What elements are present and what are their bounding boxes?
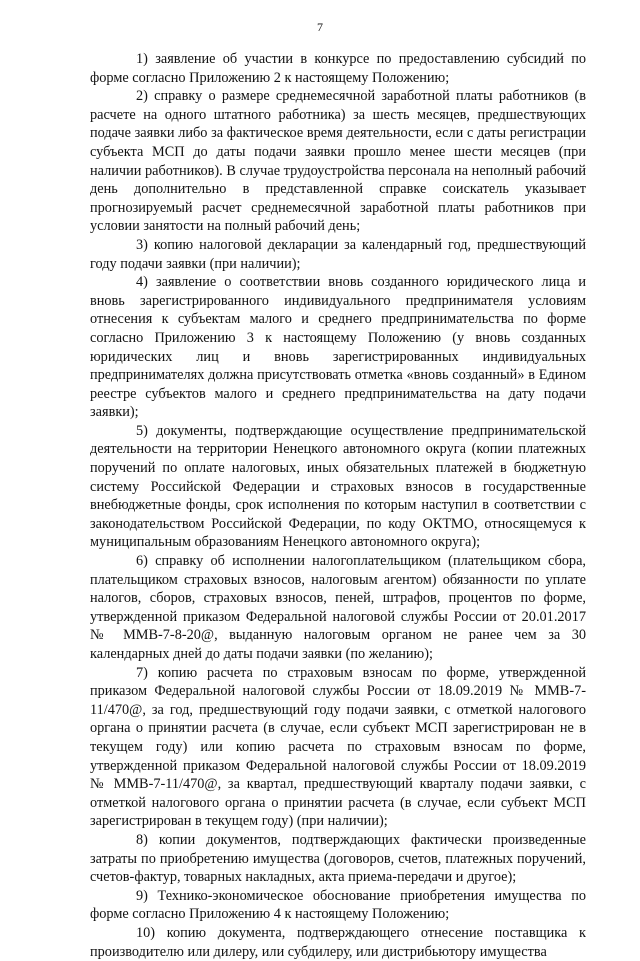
list-item-9: 9) Технико-экономическое обоснование приобретения имущества по форме согласно Приложению 4 к настоящему Положению;: [90, 887, 586, 923]
list-item-3: 3) копию налоговой декларации за календарный год, предшествующий году подачи заявки (при наличии);: [90, 236, 586, 272]
list-item-10: 10) копию документа, подтверждающего отнесение поставщика к производителю или дилеру, или субдилеру, или дистрибьютору имущества: [90, 924, 586, 960]
list-item-4: 4) заявление о соответствии вновь созданного юридического лица и вновь зарегистрированного индивидуального предпринимателя условиям отнесения к субъектам малого и среднего предпринимательства по форме согласно Приложению 3 к настоящему Положению (у вновь созданных юридических лиц и вновь зарегистрированных индивидуальных предпринимателях должна присутствовать отметка «вновь созданный» в Едином реестре субъектов малого и среднего предпринимательства на дату подачи заявки);: [90, 274, 586, 421]
list-item-2: 2) справку о размере среднемесячной заработной платы работников (в расчете на одного штатного работника) за шесть месяцев, предшествующих подаче заявки либо за фактическое время деятельности, если с даты регистрации субъекта МСП до даты подачи заявки прошло менее шести месяцев (при наличии работников). В случае трудоустройства персонала на неполный рабочий день дополнительно в представленной справке соискатель указывает прогнозируемый расчет среднемесячной заработной платы работников при условии занятости на полный рабочий день;: [90, 88, 586, 235]
list-item-6: 6) справку об исполнении налогоплательщиком (плательщиком сбора, плательщиком страховых взносов, налоговым агентом) обязанности по уплате налогов, сборов, страховых взносов, пеней, штрафов, процентов по форме, утвержденной приказом Федеральной налоговой службы России от 20.01.2017 № ММВ-7-8-20@, выданную налоговым органом не ранее чем за 30 календарных дней до даты подачи заявки (по желанию);: [90, 553, 586, 662]
list-item-7: 7) копию расчета по страховым взносам по форме, утвержденной приказом Федеральной налоговой службы России от 18.09.2019 № ММВ-7-11/470@, за год, предшествующий году подачи заявки, с отметкой налогового органа о принятии расчета (в случае, если субъект МСП зарегистрирован не в текущем году) или копию расчета по страховым взносам по форме, утвержденной приказом Федеральной налоговой службы России от 18.09.2019 № ММВ-7-11/470@, за квартал, предшествующий кварталу подачи заявки, с отметкой налогового органа о принятии расчета (в случае, если субъект МСП зарегистрирован в текущем году) (при наличии);: [90, 664, 586, 830]
list-item-1: 1) заявление об участии в конкурсе по предоставлению субсидий по форме согласно Приложению 2 к настоящему Положению;: [90, 51, 586, 86]
list-item-8: 8) копии документов, подтверждающих фактически произведенные затраты по приобретению имущества (договоров, счетов, платежных поручений, счетов-фактур, товарных накладных, акта приема-передачи и другое);: [90, 831, 586, 886]
list-item-5: 5) документы, подтверждающие осуществление предпринимательской деятельности на территории Ненецкого автономного округа (копии платежных поручений по оплате налоговых, иных обязательных платежей в бюджетную систему Российской Федерации и страховых взносов в государственные внебюджетные фонды, срок исполнения по которым наступил в соответствии с законодательством Российской Федерации, по коду ОКТМО, относящемуся к муниципальным образованиям Ненецкого автономного округа);: [90, 422, 586, 551]
document-body: [90, 50, 586, 961]
page-number: 7: [317, 20, 323, 34]
